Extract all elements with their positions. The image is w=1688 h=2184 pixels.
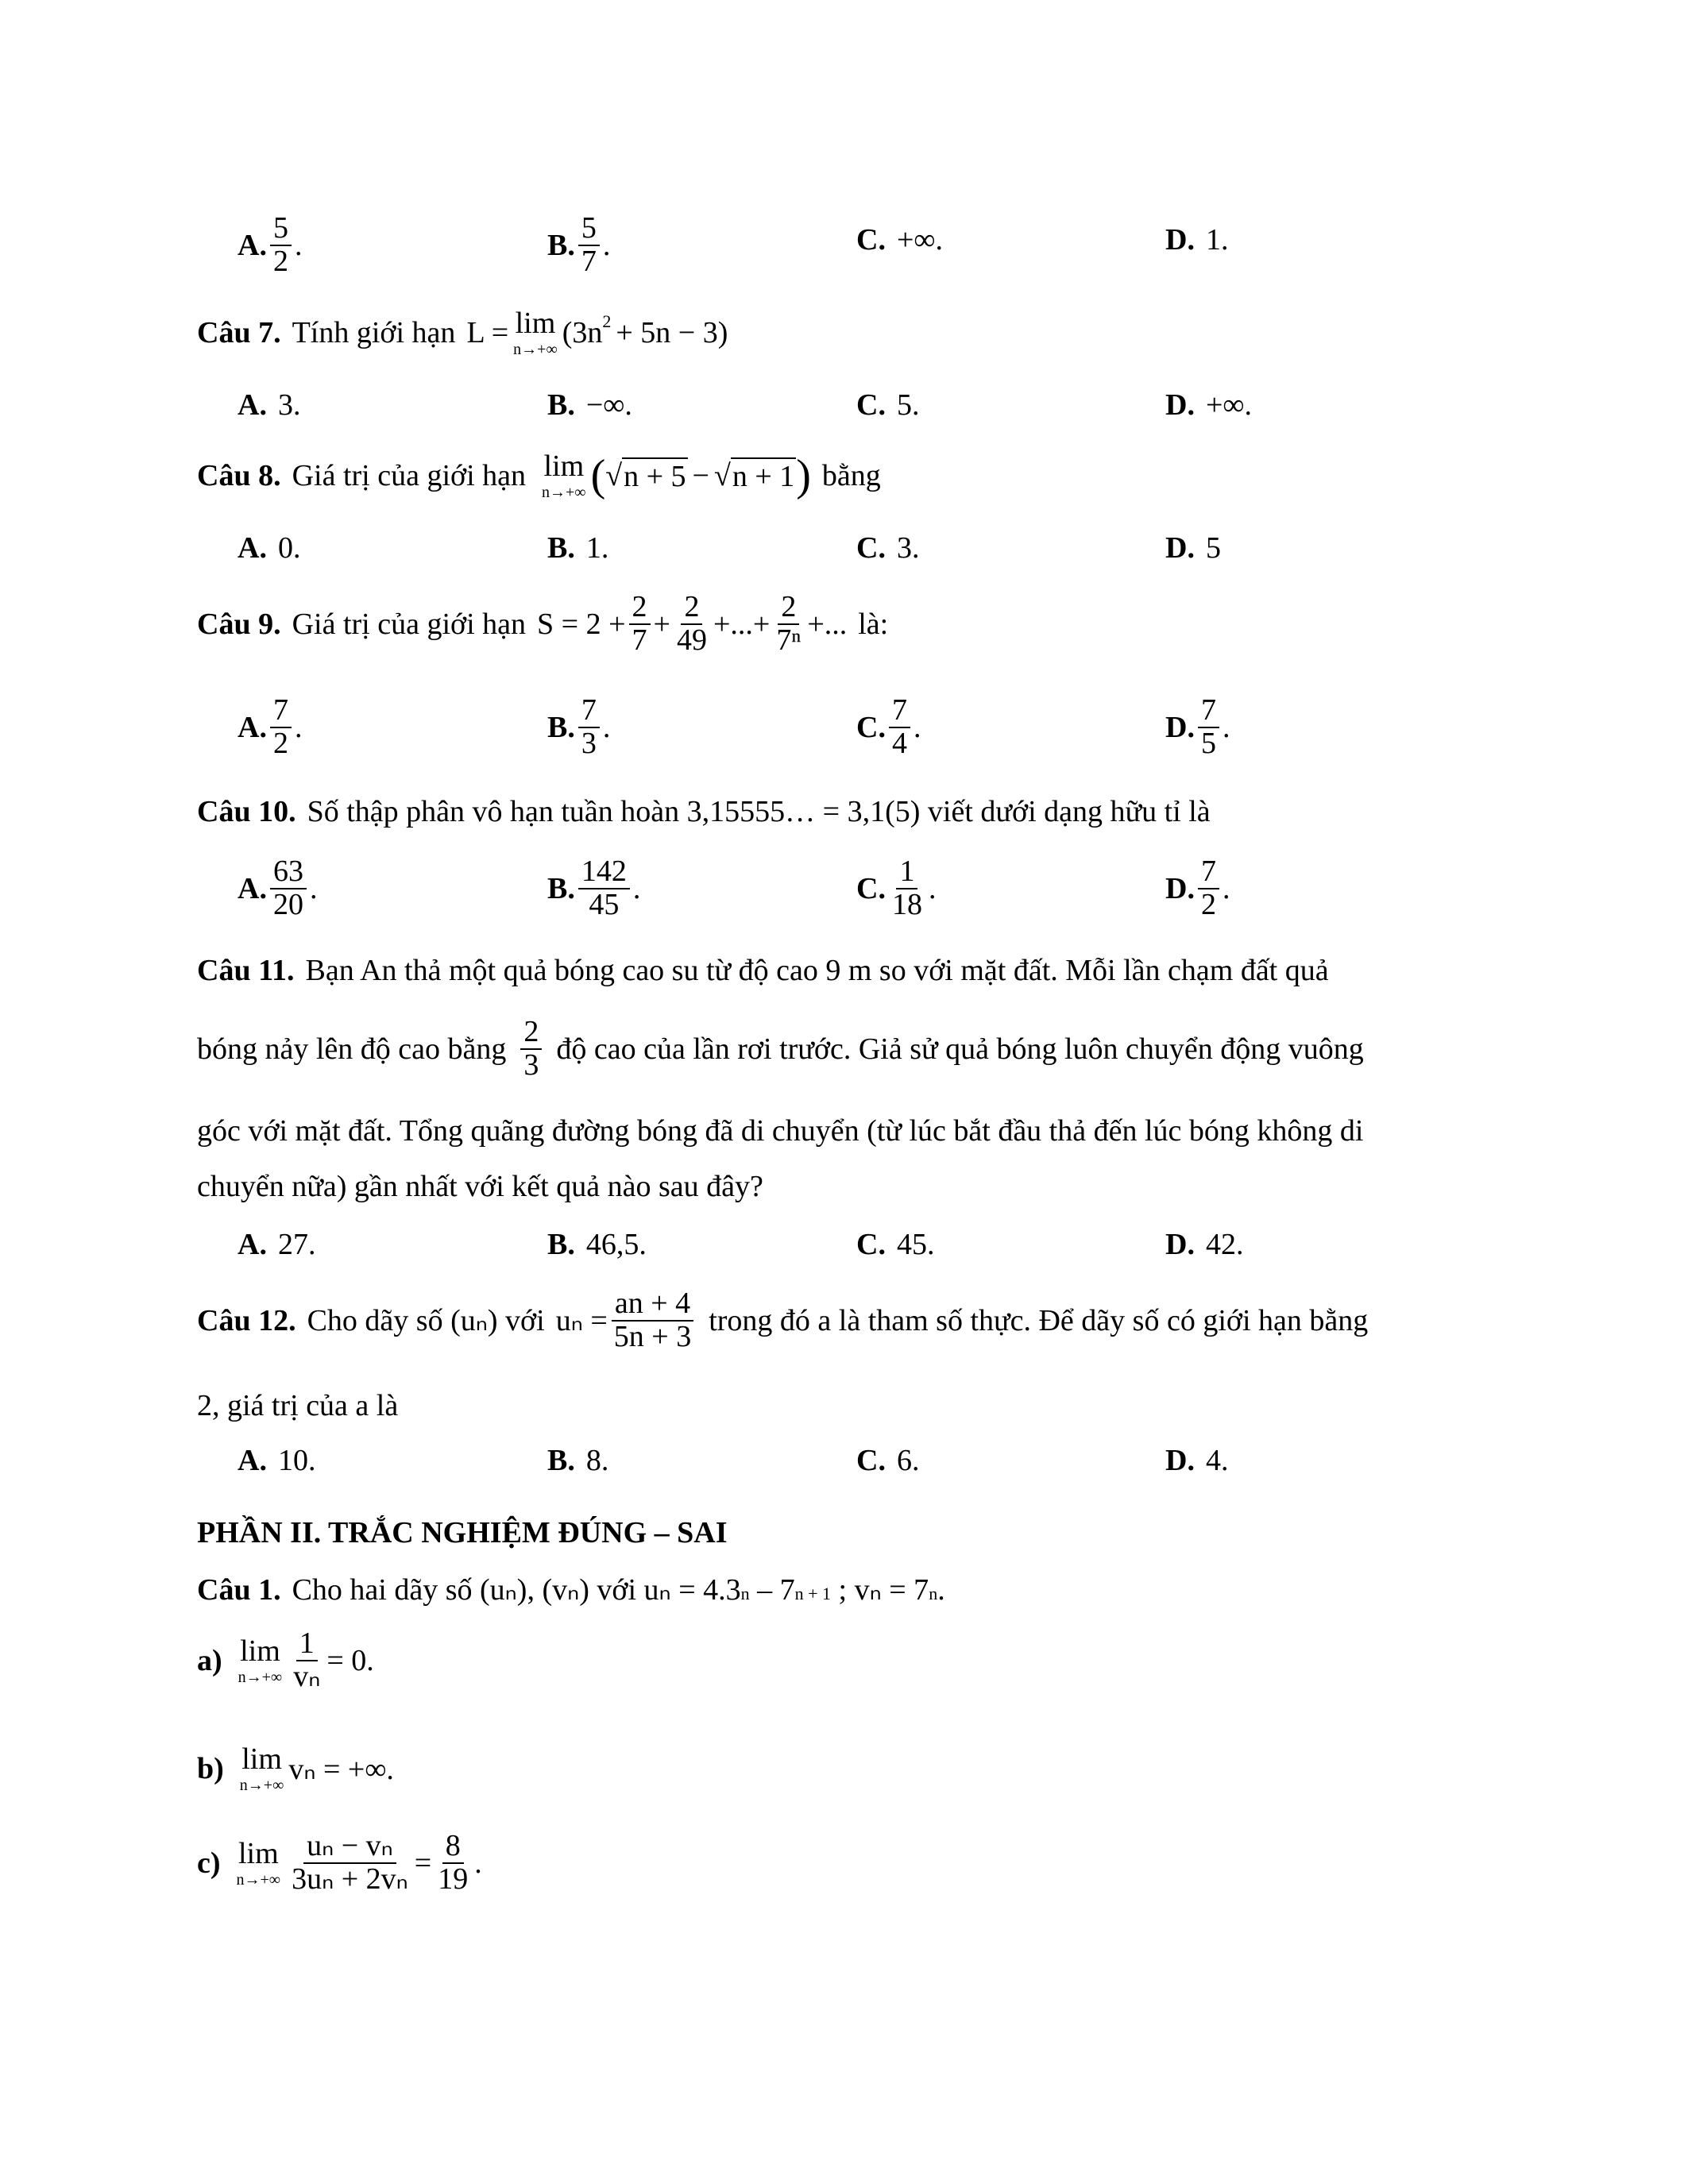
option-label: A. bbox=[238, 710, 267, 744]
operator: = bbox=[414, 1846, 432, 1880]
fraction bbox=[629, 592, 651, 657]
fraction bbox=[288, 1831, 411, 1896]
denominator: 19 bbox=[438, 1862, 469, 1896]
option-label: A. bbox=[238, 531, 267, 565]
q9-option-b bbox=[547, 695, 610, 760]
q12-option-b bbox=[547, 1443, 608, 1478]
lim-text: lim bbox=[240, 1634, 280, 1668]
fraction bbox=[578, 695, 600, 760]
fraction bbox=[1198, 695, 1219, 760]
option-label: A. bbox=[238, 871, 267, 905]
option-label: A. bbox=[238, 228, 267, 262]
paren: ( bbox=[590, 451, 606, 500]
statement-label: a) bbox=[197, 1643, 222, 1677]
punct: . bbox=[294, 228, 303, 262]
fraction bbox=[1198, 856, 1219, 921]
denominator: 3uₙ + 2vₙ bbox=[292, 1862, 408, 1896]
denominator: 18 bbox=[891, 887, 922, 921]
option-label: C. bbox=[856, 223, 886, 257]
numerator: 5 bbox=[270, 213, 292, 246]
option-text: +∞. bbox=[1205, 388, 1252, 422]
q8-option-b bbox=[547, 531, 608, 565]
question-text: chuyển nữa) gần nhất với kết quả nào sau đây? bbox=[197, 1170, 763, 1203]
denominator: vₙ bbox=[293, 1659, 321, 1693]
q10-option-b bbox=[547, 856, 640, 921]
fraction bbox=[889, 856, 925, 921]
question-label: Câu 1. bbox=[197, 1573, 281, 1607]
numerator: 7 bbox=[270, 695, 292, 728]
numerator: 8 bbox=[442, 1831, 464, 1864]
question-label: Câu 12. bbox=[197, 1303, 296, 1337]
q6-option-c bbox=[856, 222, 943, 257]
question-text: bóng nảy lên độ cao bằng bbox=[197, 1032, 507, 1066]
q9-option-d bbox=[1165, 695, 1230, 760]
question-text: trong đó a là tham số thực. Để dãy số có giới hạn bằng bbox=[709, 1303, 1369, 1337]
lim-text: lim bbox=[543, 450, 585, 483]
q11-option-d bbox=[1165, 1227, 1243, 1262]
question-11 bbox=[197, 953, 1329, 988]
fraction bbox=[435, 1831, 471, 1896]
option-text: 42. bbox=[1205, 1228, 1244, 1261]
section-title: PHẦN II. TRẮC NGHIỆM ĐÚNG – SAI bbox=[197, 1516, 728, 1549]
q6-option-b bbox=[547, 213, 610, 278]
punct: . bbox=[474, 1846, 482, 1880]
fraction bbox=[674, 592, 710, 657]
option-label: D. bbox=[1165, 531, 1195, 565]
math-expr: (3n bbox=[562, 316, 603, 349]
question-10 bbox=[197, 794, 1211, 829]
option-text: −∞. bbox=[585, 388, 632, 422]
q10-option-a bbox=[238, 856, 317, 921]
statement-b bbox=[197, 1744, 394, 1793]
denominator: 20 bbox=[272, 887, 303, 921]
question-7 bbox=[197, 308, 728, 357]
q7-option-c bbox=[856, 388, 919, 423]
option-label: B. bbox=[547, 1444, 575, 1477]
option-label: A. bbox=[238, 388, 267, 422]
lim-sub: n→+∞ bbox=[238, 1668, 283, 1686]
lim-text: lim bbox=[238, 1836, 279, 1870]
lim-sub: n→+∞ bbox=[513, 341, 558, 358]
question-text: – 7 bbox=[749, 1573, 795, 1607]
statement-label: b) bbox=[197, 1752, 224, 1785]
q10-option-d bbox=[1165, 856, 1230, 921]
denominator: 45 bbox=[589, 887, 620, 921]
question-text: Giá trị của giới hạn bbox=[292, 459, 527, 492]
denominator: 4 bbox=[891, 726, 907, 760]
punct: . bbox=[1222, 871, 1230, 905]
option-label: A. bbox=[238, 1228, 267, 1261]
question-8 bbox=[197, 451, 881, 500]
question-text: độ cao của lần rơi trước. Giả sử quả bóng luôn chuyển động vuông bbox=[556, 1032, 1364, 1066]
lim-text: lim bbox=[241, 1742, 282, 1776]
numerator: 7 bbox=[1198, 695, 1219, 728]
fraction bbox=[578, 856, 630, 921]
denominator: 49 bbox=[676, 623, 707, 657]
lim-sub: n→+∞ bbox=[239, 1777, 284, 1794]
question-text: Cho hai dãy số (uₙ), (vₙ) với uₙ = 4.3 bbox=[292, 1573, 741, 1607]
fraction bbox=[290, 1628, 323, 1693]
part2-question-1 bbox=[197, 1572, 945, 1607]
numerator: 142 bbox=[578, 856, 630, 889]
math-expr: + 5n − 3) bbox=[616, 316, 728, 349]
option-label: B. bbox=[547, 871, 575, 905]
lim-text: lim bbox=[515, 307, 556, 340]
lim-sub: n→+∞ bbox=[542, 484, 586, 501]
q11-option-b bbox=[547, 1227, 647, 1262]
fraction bbox=[578, 213, 600, 278]
option-text: 1. bbox=[585, 531, 609, 565]
question-12 bbox=[197, 1288, 1368, 1353]
limit bbox=[542, 451, 586, 500]
math-lhs: L = bbox=[466, 316, 509, 349]
statement-c bbox=[197, 1831, 482, 1896]
option-text: 0. bbox=[277, 531, 301, 565]
question-12-line-2 bbox=[197, 1388, 398, 1423]
q9-option-a bbox=[238, 695, 302, 760]
numerator: 2 bbox=[520, 1017, 542, 1050]
fraction bbox=[270, 213, 292, 278]
option-label: C. bbox=[856, 1444, 886, 1477]
option-label: B. bbox=[547, 710, 575, 744]
limit bbox=[513, 308, 558, 357]
question-text: Giá trị của giới hạn bbox=[292, 607, 527, 641]
numerator: 2 bbox=[778, 592, 799, 625]
denominator: 3 bbox=[581, 726, 597, 760]
statement-a bbox=[197, 1628, 374, 1693]
lim-sub: n→+∞ bbox=[236, 1870, 281, 1889]
denominator: 2 bbox=[272, 726, 288, 760]
numerator: 2 bbox=[629, 592, 651, 625]
statement-label: c) bbox=[197, 1846, 221, 1880]
q7-option-b bbox=[547, 388, 632, 423]
option-label: C. bbox=[856, 871, 886, 905]
option-text: 8. bbox=[585, 1444, 609, 1477]
fraction bbox=[889, 695, 910, 760]
sqrt-icon: √ bbox=[713, 459, 731, 492]
operator: + bbox=[653, 607, 670, 641]
question-9 bbox=[197, 592, 888, 657]
option-label: C. bbox=[856, 388, 886, 422]
denominator: 7 bbox=[581, 244, 597, 278]
q8-option-a bbox=[238, 531, 300, 565]
radicand: n + 1 bbox=[731, 457, 796, 494]
option-label: D. bbox=[1165, 1444, 1195, 1477]
denominator: 7ⁿ bbox=[776, 623, 802, 657]
option-text: 6. bbox=[896, 1444, 920, 1477]
option-label: B. bbox=[547, 531, 575, 565]
q8-option-d bbox=[1165, 531, 1221, 565]
option-label: C. bbox=[856, 1228, 886, 1261]
fraction bbox=[611, 1288, 694, 1353]
question-11-line-2 bbox=[197, 1017, 1364, 1082]
denominator: 2 bbox=[1200, 887, 1216, 921]
option-text: 27. bbox=[277, 1228, 316, 1261]
punct: . bbox=[602, 228, 611, 262]
option-text: +∞. bbox=[896, 223, 943, 257]
question-text: . bbox=[937, 1573, 945, 1607]
option-label: D. bbox=[1165, 388, 1195, 422]
q7-option-d bbox=[1165, 388, 1252, 423]
option-label: B. bbox=[547, 1228, 575, 1261]
numerator: 5 bbox=[578, 213, 600, 246]
question-text: Số thập phân vô hạn tuần hoàn 3,15555… = 3,1(5) viết dưới dạng hữu tỉ là bbox=[307, 795, 1211, 828]
punct: . bbox=[294, 710, 303, 744]
option-text: 46,5. bbox=[585, 1228, 647, 1261]
question-label: Câu 10. bbox=[197, 795, 296, 828]
option-label: A. bbox=[238, 1444, 267, 1477]
q10-option-c bbox=[856, 856, 936, 921]
question-11-line-3 bbox=[197, 1113, 1363, 1148]
punct: . bbox=[928, 871, 937, 905]
math-expr: vₙ = +∞. bbox=[288, 1752, 394, 1786]
question-label: Câu 9. bbox=[197, 607, 281, 641]
numerator: 1 bbox=[296, 1628, 318, 1661]
q12-option-a bbox=[238, 1443, 315, 1478]
question-label: Câu 8. bbox=[197, 459, 281, 492]
question-text: bằng bbox=[821, 459, 881, 492]
q6-option-a bbox=[238, 213, 302, 278]
option-text: 3. bbox=[277, 388, 301, 422]
question-11-line-4 bbox=[197, 1169, 763, 1204]
question-text: 2, giá trị của a là bbox=[197, 1389, 399, 1422]
denominator: 5n + 3 bbox=[613, 1319, 692, 1353]
denominator: 2 bbox=[272, 244, 288, 278]
numerator: 7 bbox=[1198, 856, 1219, 889]
numerator: 63 bbox=[270, 856, 307, 889]
operator: − bbox=[692, 459, 709, 492]
q12-option-c bbox=[856, 1443, 919, 1478]
numerator: 7 bbox=[889, 695, 910, 728]
q11-option-c bbox=[856, 1227, 934, 1262]
question-text: Tính giới hạn bbox=[292, 316, 456, 349]
sqrt-icon: √ bbox=[605, 459, 623, 492]
fraction bbox=[773, 592, 804, 657]
option-label: C. bbox=[856, 531, 886, 565]
option-label: B. bbox=[547, 228, 575, 262]
option-label: D. bbox=[1165, 223, 1195, 257]
exponent: n + 1 bbox=[794, 1584, 832, 1603]
punct: . bbox=[1222, 710, 1230, 744]
q6-option-d bbox=[1165, 222, 1228, 257]
punct: . bbox=[309, 871, 318, 905]
exponent: n bbox=[740, 1584, 750, 1603]
math-rhs: = 0. bbox=[326, 1643, 374, 1677]
numerator: uₙ − vₙ bbox=[303, 1831, 396, 1864]
limit bbox=[238, 1636, 283, 1685]
option-text: 10. bbox=[277, 1444, 316, 1477]
q11-option-a bbox=[238, 1227, 315, 1262]
operator: +...+ bbox=[713, 607, 771, 641]
question-text: Cho dãy số (uₙ) với bbox=[307, 1304, 545, 1338]
option-label: D. bbox=[1165, 710, 1195, 744]
question-text: góc với mặt đất. Tổng quãng đường bóng đã di chuyển (từ lúc bắt đầu thả đến lúc bóng không di bbox=[197, 1114, 1364, 1148]
q8-option-c bbox=[856, 531, 919, 565]
question-text: ; vₙ = 7 bbox=[831, 1573, 929, 1607]
q9-option-c bbox=[856, 695, 921, 760]
punct: . bbox=[913, 710, 921, 744]
option-text: 4. bbox=[1205, 1444, 1229, 1477]
punct: . bbox=[602, 710, 611, 744]
option-label: D. bbox=[1165, 1228, 1195, 1261]
option-label: B. bbox=[547, 388, 575, 422]
paren: ) bbox=[796, 451, 811, 500]
limit bbox=[240, 1744, 284, 1793]
fraction bbox=[520, 1017, 542, 1082]
punct: . bbox=[632, 871, 641, 905]
option-text: 3. bbox=[896, 531, 920, 565]
fraction bbox=[270, 695, 292, 760]
radicand: n + 5 bbox=[622, 457, 687, 494]
denominator: 3 bbox=[523, 1048, 539, 1082]
option-text: 5 bbox=[1205, 531, 1221, 565]
numerator: 2 bbox=[681, 592, 702, 625]
operator: +... bbox=[807, 607, 848, 641]
exponent: n bbox=[929, 1584, 938, 1603]
numerator: 1 bbox=[896, 856, 917, 889]
option-text: 45. bbox=[896, 1228, 935, 1261]
q12-option-d bbox=[1165, 1443, 1228, 1478]
numerator: an + 4 bbox=[612, 1288, 693, 1322]
denominator: 7 bbox=[632, 623, 647, 657]
math-lhs: uₙ = bbox=[555, 1304, 608, 1338]
fraction bbox=[270, 856, 307, 921]
question-text: là: bbox=[858, 607, 889, 641]
option-label: C. bbox=[856, 710, 886, 744]
question-label: Câu 11. bbox=[197, 954, 295, 987]
exponent: 2 bbox=[602, 311, 612, 331]
question-text: Bạn An thả một quả bóng cao su từ độ cao 9 m so với mặt đất. Mỗi lần chạm đất quả bbox=[305, 954, 1329, 987]
question-label: Câu 7. bbox=[197, 316, 281, 349]
denominator: 5 bbox=[1200, 726, 1216, 760]
option-text: 5. bbox=[896, 388, 920, 422]
option-label: D. bbox=[1165, 871, 1195, 905]
option-text: 1. bbox=[1205, 223, 1229, 257]
limit bbox=[236, 1836, 281, 1889]
q7-option-a bbox=[238, 388, 300, 423]
math-lhs: S = 2 + bbox=[537, 607, 626, 641]
section-heading bbox=[197, 1515, 728, 1550]
numerator: 7 bbox=[578, 695, 600, 728]
